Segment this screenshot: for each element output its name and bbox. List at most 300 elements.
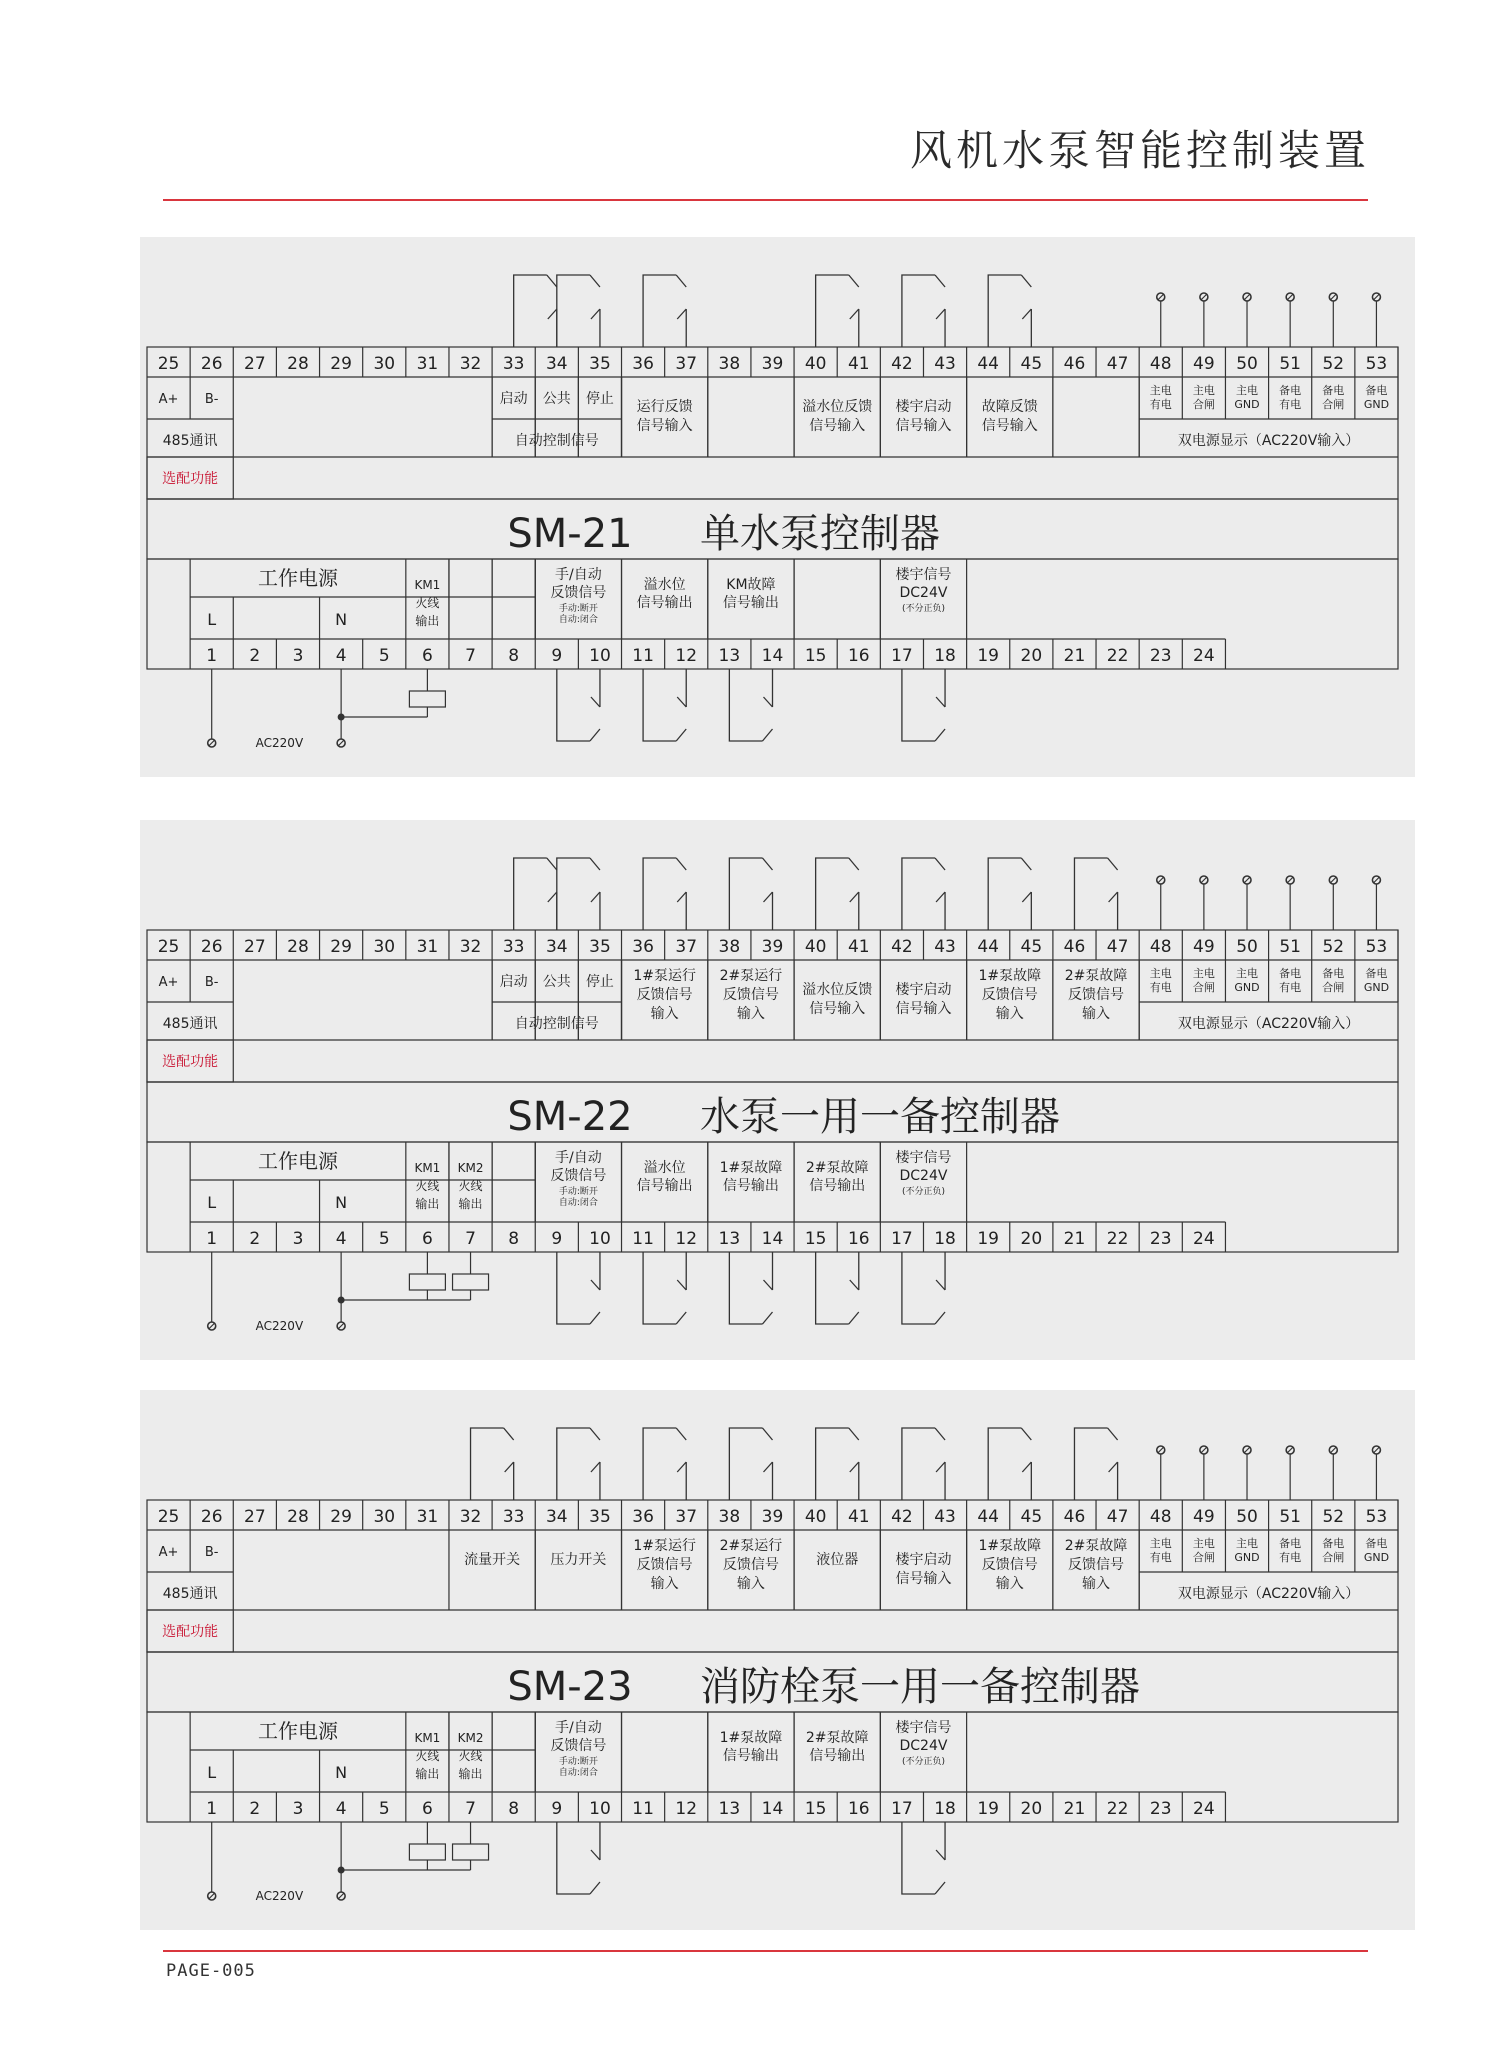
- top-relay-contact-switch: [764, 892, 773, 902]
- bottom-signal-label: 火线: [415, 596, 440, 610]
- top-terminal-number: 50: [1236, 354, 1258, 374]
- bottom-relay-contact-switch: [936, 697, 945, 707]
- top-signal-label: 输入: [736, 1006, 765, 1022]
- top-terminal-number: 53: [1365, 937, 1388, 957]
- bottom-relay-contact-wire: [643, 669, 676, 741]
- top-relay-contact-contact: [849, 1428, 859, 1440]
- top-relay-contact: [729, 858, 772, 930]
- top-signal-label: 输入: [1082, 1576, 1111, 1592]
- top-relay-contact-wire: [988, 275, 1021, 347]
- top-terminal-number: 28: [287, 354, 309, 374]
- top-terminal-number: 38: [718, 937, 741, 957]
- bottom-terminal-number: 16: [847, 646, 870, 666]
- ac-voltage-label: AC220V: [255, 1889, 304, 1903]
- top-signal-label: 液位器: [816, 1552, 859, 1568]
- bottom-terminal-number: 6: [421, 646, 433, 666]
- bottom-relay-contact-contact: [935, 729, 945, 741]
- bottom-relay-contact: [643, 669, 686, 741]
- dual-power-cell-label: 有电: [1279, 1551, 1302, 1564]
- dual-power-cell-label: 主电: [1236, 384, 1259, 397]
- bottom-relay-contact-switch: [850, 1280, 859, 1290]
- rs485-label: 485通讯: [162, 1016, 218, 1032]
- top-relay-contact-contact: [676, 275, 686, 287]
- model-name: 水泵一用一备控制器: [700, 1094, 1060, 1140]
- top-relay-contact-wire: [816, 858, 849, 930]
- dual-power-cell-label: 主电: [1192, 1537, 1215, 1550]
- bottom-signal-label: 信号输出: [722, 1178, 779, 1194]
- bottom-relay-contact: [902, 1822, 945, 1894]
- bottom-signal-label: 火线: [458, 1179, 483, 1193]
- bottom-terminal-number: 5: [378, 646, 390, 666]
- bottom-signal-label: KM1: [414, 1731, 441, 1745]
- dual-power-cell-label: 主电: [1149, 967, 1172, 980]
- dual-power-cell-label: 主电: [1192, 967, 1215, 980]
- bottom-relay-contact-contact: [676, 729, 686, 741]
- top-signal-label: 压力开关: [550, 1552, 607, 1568]
- bottom-signal-note: 手动:断开: [558, 1187, 598, 1197]
- power-n-terminal-slash: [338, 1893, 344, 1899]
- rs485-b-label: B-: [204, 975, 219, 990]
- bottom-terminal-number: 5: [378, 1229, 390, 1249]
- top-relay-contact-switch: [677, 309, 686, 319]
- top-terminal-number: 48: [1149, 937, 1172, 957]
- bottom-signal-label: 火线: [415, 1749, 440, 1763]
- bottom-signal-label: 反馈信号: [550, 1168, 607, 1184]
- top-relay-contact-switch: [1022, 892, 1031, 902]
- top-terminal-number: 53: [1365, 354, 1388, 374]
- bottom-signal-label: 手/自动: [555, 1720, 602, 1736]
- top-terminal-number: 43: [934, 354, 956, 374]
- top-terminal-number: 48: [1149, 1507, 1172, 1527]
- dual-power-cell-label: GND: [1234, 398, 1260, 411]
- bottom-terminal-number: 10: [589, 1229, 611, 1249]
- bottom-signal-label: 输出: [415, 614, 440, 628]
- top-terminal-number: 47: [1106, 937, 1129, 957]
- power-l-terminal-slash: [209, 740, 215, 746]
- dual-power-cell-label: 有电: [1149, 398, 1172, 411]
- dual-power-terminal-slash: [1201, 294, 1207, 300]
- bottom-terminal-number: 9: [551, 646, 563, 666]
- top-terminal-number: 49: [1193, 354, 1215, 374]
- bottom-relay-contact: [902, 1252, 945, 1324]
- top-signal-label: 流量开关: [464, 1552, 521, 1568]
- top-relay-contact: [1074, 1428, 1117, 1500]
- dual-power-cell-label: 合闸: [1192, 981, 1215, 994]
- top-relay-contact-switch: [850, 309, 859, 319]
- top-signal-label: 信号输入: [981, 418, 1038, 434]
- top-signal-label: 信号输入: [895, 418, 952, 434]
- dual-power-label: 双电源显示（AC220V输入）: [1177, 433, 1360, 449]
- dual-power-cell-label: 主电: [1236, 967, 1259, 980]
- top-terminal-number: 51: [1279, 354, 1301, 374]
- top-terminal-number: 35: [589, 937, 611, 957]
- bottom-terminal-number: 8: [508, 1229, 520, 1249]
- top-terminal-number: 25: [157, 937, 180, 957]
- top-terminal-number: 42: [891, 1507, 913, 1527]
- top-signal-label: 反馈信号: [981, 987, 1038, 1003]
- top-terminal-number: 26: [200, 937, 223, 957]
- dual-power-cell-label: 主电: [1149, 1537, 1172, 1550]
- optional-function-label: 选配功能: [162, 471, 219, 487]
- bottom-terminal-number: 21: [1063, 1229, 1086, 1249]
- bottom-terminal-number: 8: [508, 1799, 520, 1819]
- top-relay-contact-switch: [1022, 309, 1031, 319]
- top-relay-contact-wire: [988, 1428, 1021, 1500]
- power-n-label: N: [335, 1193, 348, 1212]
- top-relay-contact: [643, 858, 686, 930]
- bottom-terminal-number: 10: [589, 1799, 611, 1819]
- top-terminal-number: 52: [1322, 1507, 1345, 1527]
- top-terminal-number: 28: [287, 937, 309, 957]
- top-terminal-number: 34: [545, 354, 568, 374]
- top-terminal-number: 25: [157, 1507, 180, 1527]
- dual-power-cell-label: 合闸: [1192, 398, 1215, 411]
- top-signal-label: 2#泵运行: [719, 1538, 783, 1554]
- bottom-signal-label: DC24V: [899, 1168, 948, 1184]
- top-terminal-number: 53: [1365, 1507, 1388, 1527]
- top-relay-contact-switch: [591, 1462, 600, 1472]
- top-relay-contact-switch: [764, 1462, 773, 1472]
- top-terminal-number: 41: [847, 1507, 870, 1527]
- top-relay-contact-wire: [902, 858, 935, 930]
- dual-power-cell-label: 备电: [1322, 1537, 1345, 1550]
- top-signal-label: 公共: [542, 974, 571, 990]
- bottom-signal-label: 输出: [458, 1197, 483, 1211]
- bottom-relay-contact-switch: [591, 697, 600, 707]
- bottom-terminal-number: 9: [551, 1229, 563, 1249]
- top-terminal-number: 36: [632, 354, 654, 374]
- top-terminal-number: 27: [244, 354, 266, 374]
- top-signal-label: 反馈信号: [722, 987, 779, 1003]
- bottom-signal-label: 信号输出: [636, 1178, 693, 1194]
- dual-power-cell-label: 有电: [1149, 981, 1172, 994]
- top-relay-contact-wire: [1074, 1428, 1107, 1500]
- bottom-terminal-number: 24: [1193, 1229, 1215, 1249]
- top-terminal-number: 45: [1020, 937, 1043, 957]
- power-title: 工作电源: [257, 1719, 338, 1743]
- rs485-label: 485通讯: [162, 1586, 218, 1602]
- top-terminal-number: 33: [502, 937, 525, 957]
- top-relay-contact-contact: [590, 275, 600, 287]
- power-l-label: L: [207, 610, 217, 629]
- dual-power-terminal-slash: [1244, 294, 1250, 300]
- bottom-relay-contact-wire: [557, 1252, 590, 1324]
- bottom-terminal-number: 21: [1063, 646, 1086, 666]
- top-relay-contact-wire: [643, 1428, 676, 1500]
- top-relay-contact: [988, 858, 1031, 930]
- dual-power-cell-label: GND: [1363, 1551, 1390, 1564]
- bottom-relay-contact-switch: [764, 697, 773, 707]
- top-signal-label: 信号输入: [895, 1001, 952, 1017]
- bottom-terminal-number: 24: [1193, 1799, 1215, 1819]
- bottom-terminal-number: 1: [206, 646, 218, 666]
- bottom-terminal-number: 23: [1149, 1229, 1172, 1249]
- top-relay-contact: [514, 858, 557, 930]
- top-signal-label: 信号输入: [895, 1571, 952, 1587]
- top-terminal-number: 26: [200, 1507, 223, 1527]
- footer-rule: [163, 1950, 1368, 1952]
- power-l-label: L: [207, 1193, 217, 1212]
- dual-power-cell-label: 有电: [1279, 981, 1302, 994]
- top-relay-contact-wire: [471, 1428, 504, 1500]
- top-relay-contact-contact: [1021, 858, 1031, 870]
- top-relay-contact-switch: [936, 1462, 945, 1472]
- bottom-terminal-number: 12: [675, 646, 698, 666]
- bottom-signal-label: DC24V: [899, 1738, 948, 1754]
- dual-power-cell-label: 有电: [1149, 1551, 1172, 1564]
- bottom-signal-label: 输出: [458, 1767, 483, 1781]
- bottom-signal-label: 信号输出: [722, 595, 779, 611]
- bottom-relay-contact-contact: [763, 729, 773, 741]
- dual-power-terminal-slash: [1373, 877, 1379, 883]
- top-signal-label: 输入: [1082, 1006, 1111, 1022]
- bottom-signal-label: 楼宇信号: [895, 567, 952, 583]
- top-signal-label: 1#泵运行: [633, 1538, 696, 1554]
- top-relay-contact-switch: [1109, 892, 1118, 902]
- bottom-terminal-number: 22: [1106, 646, 1129, 666]
- bottom-terminal-number: 10: [589, 646, 611, 666]
- top-relay-contact-switch: [591, 892, 600, 902]
- bottom-terminal-number: 23: [1149, 646, 1172, 666]
- top-terminal-number: 42: [891, 354, 913, 374]
- top-signal-label: 楼宇启动: [895, 1552, 952, 1568]
- bottom-terminal-number: 2: [249, 1229, 261, 1249]
- top-signal-label: 反馈信号: [636, 987, 693, 1003]
- dual-power-cell-label: 备电: [1365, 1537, 1388, 1550]
- bottom-relay-contact-contact: [590, 1312, 600, 1324]
- wiring-svg: [140, 820, 1415, 1360]
- top-relay-contact-contact: [547, 858, 557, 870]
- bottom-terminal-number: 12: [675, 1799, 698, 1819]
- bottom-signal-label: 溢水位: [643, 1160, 686, 1176]
- bottom-relay-contact: [557, 669, 600, 741]
- bottom-terminal-number: 14: [761, 646, 784, 666]
- top-relay-contact: [902, 275, 945, 347]
- bottom-signal-label: 输出: [415, 1767, 440, 1781]
- top-terminal-number: 31: [416, 937, 439, 957]
- top-relay-contact-contact: [935, 1428, 945, 1440]
- sm21-wiring-diagram: [140, 237, 1415, 777]
- bottom-signal-note: (不分正负): [901, 604, 945, 614]
- top-terminal-number: 36: [632, 937, 654, 957]
- bottom-relay-contact-switch: [936, 1850, 945, 1860]
- top-relay-contact-wire: [729, 858, 762, 930]
- model-number: SM-22: [507, 1094, 633, 1140]
- bottom-terminal-number: 11: [632, 646, 654, 666]
- top-signal-label: 停止: [585, 974, 614, 990]
- ac-voltage-label: AC220V: [255, 1319, 304, 1333]
- rs485-b-label: B-: [204, 1545, 219, 1560]
- top-relay-contact-wire: [514, 858, 547, 930]
- bottom-terminal-number: 13: [718, 1229, 741, 1249]
- bottom-signal-label: 手/自动: [555, 1150, 602, 1166]
- top-terminal-number: 39: [761, 354, 784, 374]
- bottom-relay-contact-wire: [643, 1252, 676, 1324]
- bottom-relay-contact: [557, 1252, 600, 1324]
- dual-power-terminal-slash: [1287, 294, 1293, 300]
- top-relay-contact-wire: [557, 858, 590, 930]
- top-terminal-number: 49: [1193, 1507, 1215, 1527]
- top-terminal-number: 29: [330, 1507, 352, 1527]
- top-relay-contact-contact: [590, 1428, 600, 1440]
- bottom-relay-contact-switch: [677, 697, 686, 707]
- bottom-terminal-number: 22: [1106, 1229, 1129, 1249]
- bottom-signal-note: 手动:断开: [558, 604, 598, 614]
- dual-power-terminal-slash: [1244, 1447, 1250, 1453]
- top-terminal-number: 43: [934, 1507, 956, 1527]
- dual-power-cell-label: GND: [1234, 1551, 1260, 1564]
- bottom-relay-contact: [902, 669, 945, 741]
- top-relay-contact: [643, 275, 686, 347]
- bottom-relay-contact-switch: [591, 1850, 600, 1860]
- top-terminal-number: 49: [1193, 937, 1215, 957]
- bottom-terminal-number: 9: [551, 1799, 563, 1819]
- power-n-terminal-slash: [338, 1323, 344, 1329]
- bottom-terminal-number: 4: [335, 1229, 347, 1249]
- top-relay-contact-wire: [1074, 858, 1107, 930]
- top-relay-contact-contact: [935, 275, 945, 287]
- bottom-terminal-number: 15: [804, 1229, 827, 1249]
- neutral-junction: [338, 1867, 345, 1874]
- top-terminal-number: 44: [977, 937, 1000, 957]
- model-name: 单水泵控制器: [700, 511, 940, 557]
- power-n-label: N: [335, 1763, 348, 1782]
- dual-power-cell-label: 备电: [1322, 967, 1345, 980]
- top-terminal-number: 32: [459, 354, 482, 374]
- top-terminal-number: 50: [1236, 937, 1258, 957]
- top-terminal-number: 44: [977, 1507, 1000, 1527]
- dual-power-terminal-slash: [1158, 877, 1164, 883]
- top-signal-label: 输入: [995, 1576, 1024, 1592]
- contactor-coil: [409, 1844, 445, 1860]
- bottom-terminal-number: 2: [249, 1799, 261, 1819]
- bottom-relay-contact-wire: [729, 1252, 762, 1324]
- top-relay-contact-switch: [850, 1462, 859, 1472]
- top-terminal-number: 40: [804, 1507, 827, 1527]
- bottom-terminal-number: 12: [675, 1229, 698, 1249]
- power-n-label: N: [335, 610, 348, 629]
- rs485-a-label: A+: [158, 975, 179, 990]
- top-terminal-number: 28: [287, 1507, 309, 1527]
- top-signal-label: 1#泵运行: [633, 968, 696, 984]
- top-relay-contact: [902, 858, 945, 930]
- model-name: 消防栓泵一用一备控制器: [700, 1664, 1140, 1710]
- dual-power-terminal-slash: [1330, 294, 1336, 300]
- top-relay-contact: [902, 1428, 945, 1500]
- bottom-relay-contact-wire: [902, 1822, 935, 1894]
- bottom-terminal-number: 20: [1020, 646, 1043, 666]
- top-terminal-number: 32: [459, 1507, 482, 1527]
- bottom-terminal-number: 24: [1193, 646, 1215, 666]
- dual-power-cell-label: 合闸: [1322, 398, 1345, 411]
- top-terminal-number: 40: [804, 354, 827, 374]
- power-title: 工作电源: [257, 566, 338, 590]
- dual-power-cell-label: 主电: [1192, 384, 1215, 397]
- top-signal-label: 信号输入: [636, 418, 693, 434]
- bottom-relay-contact-wire: [816, 1252, 849, 1324]
- model-number: SM-21: [507, 511, 633, 557]
- dual-power-terminal-slash: [1373, 294, 1379, 300]
- top-relay-contact-wire: [643, 858, 676, 930]
- top-terminal-number: 33: [502, 354, 525, 374]
- dual-power-cell-label: 备电: [1279, 384, 1302, 397]
- top-relay-contact: [557, 1428, 600, 1500]
- top-signal-label: 1#泵故障: [978, 968, 1042, 984]
- bottom-signal-label: KM2: [457, 1161, 484, 1175]
- bottom-signal-label: 手/自动: [555, 567, 602, 583]
- top-relay-contact-contact: [590, 858, 600, 870]
- top-signal-label: 输入: [650, 1576, 679, 1592]
- bottom-terminal-number: 6: [421, 1229, 433, 1249]
- rs485-a-label: A+: [158, 392, 179, 407]
- top-relay-contact-wire: [557, 275, 590, 347]
- bottom-signal-label: 1#泵故障: [719, 1730, 783, 1746]
- bottom-terminal-number: 4: [335, 646, 347, 666]
- bottom-terminal-number: 19: [977, 1799, 1000, 1819]
- top-terminal-number: 29: [330, 937, 352, 957]
- top-relay-contact-wire: [988, 858, 1021, 930]
- top-relay-contact-switch: [677, 1462, 686, 1472]
- top-terminal-number: 48: [1149, 354, 1172, 374]
- header-rule: [163, 199, 1368, 201]
- dual-power-label: 双电源显示（AC220V输入）: [1177, 1586, 1360, 1602]
- bottom-signal-note: 手动:断开: [558, 1757, 598, 1767]
- bottom-relay-contact-switch: [591, 1280, 600, 1290]
- dual-power-cell-label: 合闸: [1322, 981, 1345, 994]
- bottom-relay-contact: [557, 1822, 600, 1894]
- top-signal-label: 信号输入: [809, 1001, 866, 1017]
- top-signal-label: 楼宇启动: [895, 399, 952, 415]
- top-signal-label: 2#泵运行: [719, 968, 783, 984]
- bottom-signal-label: 火线: [415, 1179, 440, 1193]
- bottom-terminal-number: 15: [804, 1799, 827, 1819]
- top-relay-contact-contact: [935, 858, 945, 870]
- top-terminal-number: 36: [632, 1507, 654, 1527]
- bottom-terminal-number: 11: [632, 1229, 654, 1249]
- top-signal-label: 反馈信号: [722, 1557, 779, 1573]
- top-signal-label: 自动控制信号: [514, 1016, 599, 1032]
- top-terminal-number: 45: [1020, 1507, 1043, 1527]
- dual-power-cell-label: GND: [1363, 981, 1390, 994]
- bottom-terminal-number: 17: [891, 1229, 913, 1249]
- top-relay-contact: [729, 1428, 772, 1500]
- bottom-terminal-number: 14: [761, 1229, 784, 1249]
- top-relay-contact: [643, 1428, 686, 1500]
- top-relay-contact-wire: [557, 1428, 590, 1500]
- bottom-relay-contact-wire: [557, 1822, 590, 1894]
- bottom-terminal-number: 14: [761, 1799, 784, 1819]
- bottom-relay-contact-switch: [936, 1280, 945, 1290]
- top-relay-contact-wire: [514, 275, 547, 347]
- top-terminal-number: 34: [545, 1507, 568, 1527]
- bottom-terminal-number: 4: [335, 1799, 347, 1819]
- top-terminal-number: 44: [977, 354, 1000, 374]
- dual-power-label: 双电源显示（AC220V输入）: [1177, 1016, 1360, 1032]
- bottom-relay-contact-wire: [557, 669, 590, 741]
- dual-power-terminal-slash: [1330, 877, 1336, 883]
- top-relay-contact-switch: [548, 309, 557, 319]
- bottom-signal-label: KM故障: [726, 577, 776, 593]
- bottom-signal-label: 火线: [458, 1749, 483, 1763]
- top-relay-contact-contact: [547, 275, 557, 287]
- top-signal-label: 输入: [736, 1576, 765, 1592]
- top-relay-contact-wire: [902, 1428, 935, 1500]
- bottom-terminal-number: 3: [292, 646, 304, 666]
- dual-power-cell-label: 主电: [1236, 1537, 1259, 1550]
- rs485-b-label: B-: [204, 392, 219, 407]
- top-terminal-number: 42: [891, 937, 913, 957]
- top-relay-contact: [988, 275, 1031, 347]
